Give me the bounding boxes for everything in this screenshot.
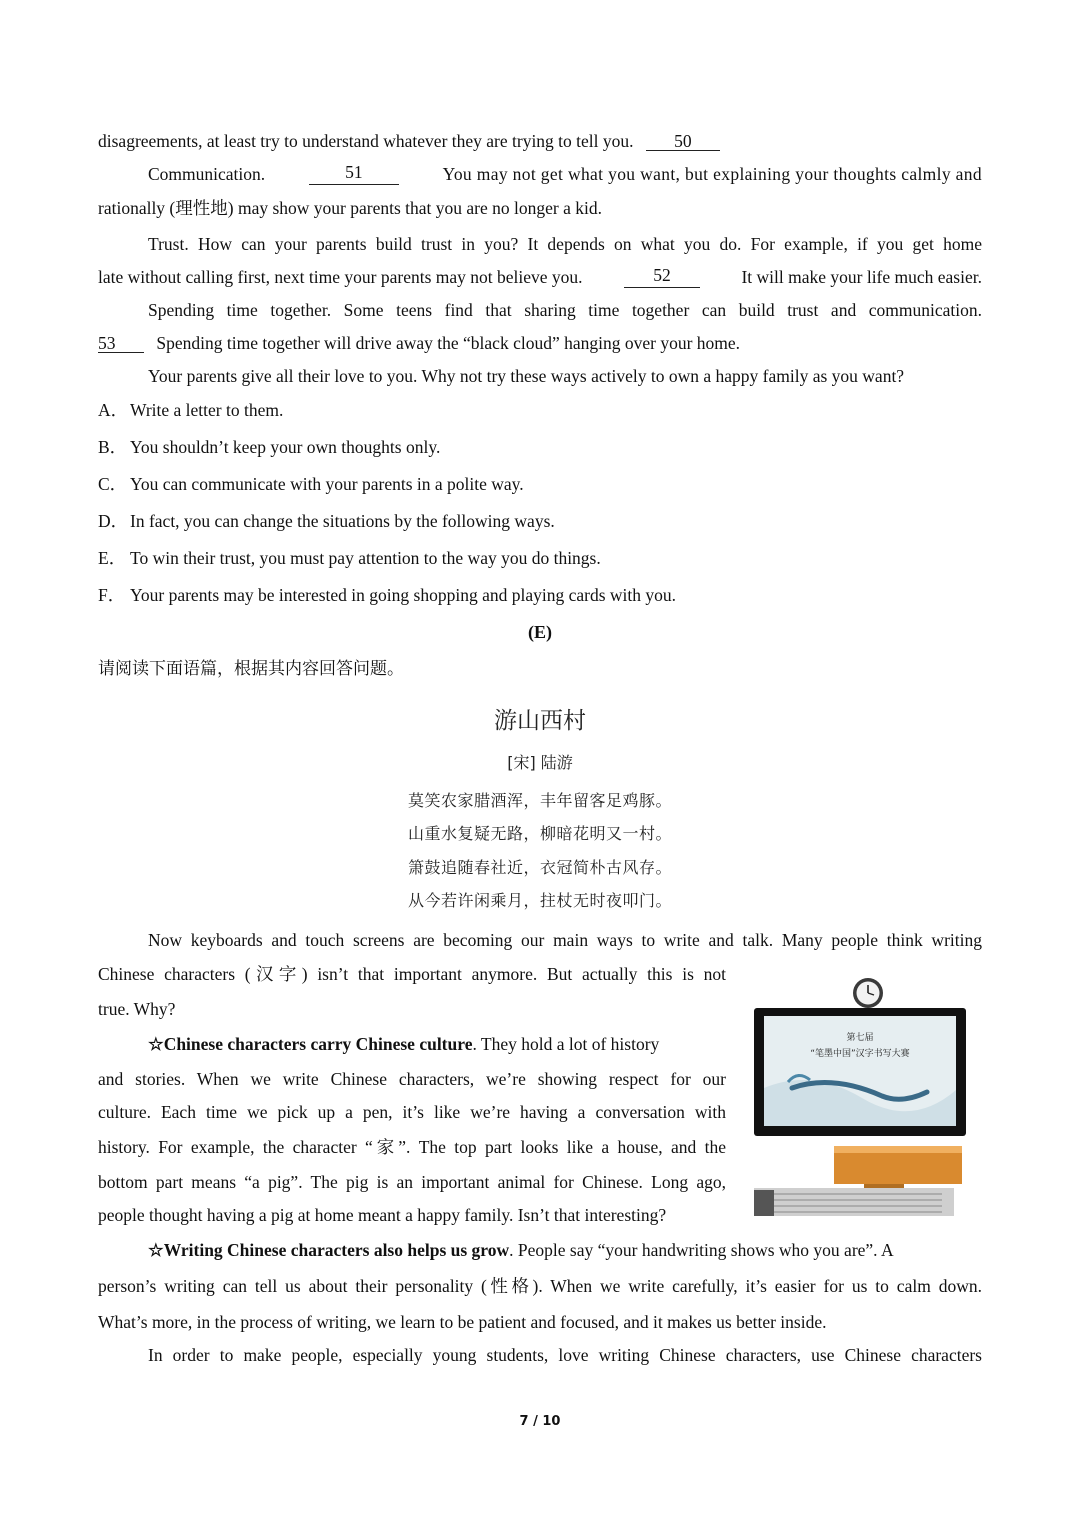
article-line: person’s writing can tell us about their personality (性格). When we write carefully, it’s easier for us to calm down. — [98, 1276, 982, 1296]
article-subheading: ☆Chinese characters carry Chinese culture — [148, 1034, 473, 1054]
poem-line: 从今若许闲乘月，拄杖无时夜叩门。 — [407, 891, 672, 910]
option-letter: C． — [98, 474, 128, 494]
article-line: In order to make people, especially young students, love writing Chinese characters, use Chinese characters — [148, 1345, 982, 1365]
option-a[interactable] — [98, 399, 283, 421]
article-line: true. Why? — [98, 999, 176, 1019]
article-line: culture. Each time we pick up a pen, it’s like we’re having a conversation with — [98, 1102, 726, 1122]
option-letter: F． — [98, 585, 126, 605]
poem-title: 游山西村 — [494, 708, 586, 734]
classroom-photo — [752, 978, 968, 1216]
poem-line: 莫笑农家腊酒浑，丰年留客足鸡豚。 — [407, 791, 672, 810]
option-letter: E． — [98, 548, 127, 568]
answer-blank-50[interactable]: 50 — [646, 132, 720, 151]
paragraph-line: rationally (理性地) may show your parents that you are no longer a kid. — [98, 198, 602, 218]
article-text: . People say “your handwriting shows who you are”. A — [509, 1240, 894, 1260]
section-heading: (E) — [528, 622, 552, 642]
poem-author: [宋] 陆游 — [507, 753, 573, 772]
article-line: people thought having a pig at home meant a happy family. Isn’t that interesting? — [98, 1205, 667, 1225]
paragraph-line: Spending time together. Some teens find that sharing time together can build trust and communication. — [148, 300, 982, 320]
option-text: Your parents may be interested in going shopping and playing cards with you. — [130, 585, 676, 605]
paragraph-text: It will make your life much easier. — [741, 267, 982, 287]
answer-blank-52[interactable]: 52 — [624, 266, 700, 288]
paragraph-line — [148, 163, 982, 185]
option-f[interactable] — [98, 584, 676, 606]
article-text: . They hold a lot of history — [472, 1034, 660, 1054]
clock-icon — [853, 978, 883, 1008]
paragraph-text: You may not get what you want, but explaining your thoughts calmly and — [442, 164, 982, 184]
section-instruction: 请阅读下面语篇，根据其内容回答问题。 — [98, 659, 404, 679]
paragraph-line — [98, 266, 982, 288]
article-line: What’s more, in the process of writing, we learn to be patient and focused, and it makes us better inside. — [98, 1312, 827, 1332]
option-text: You can communicate with your parents in a polite way. — [130, 474, 524, 494]
paragraph-text: disagreements, at least try to understand whatever they are trying to tell you. — [98, 131, 634, 151]
article-line: history. For example, the character “家”. The top part looks like a house, and the — [98, 1137, 726, 1157]
article-line: bottom part means “a pig”. The pig is an important animal for Chinese. Long ago, — [98, 1172, 726, 1192]
paragraph-line: Your parents give all their love to you. Why not try these ways actively to own a happy family as you want? — [148, 366, 905, 386]
option-text: To win their trust, you must pay attention to the way you do things. — [130, 548, 601, 568]
answer-blank-53[interactable]: 53 — [98, 334, 144, 353]
article-line — [148, 1239, 982, 1261]
article-line — [148, 1033, 726, 1055]
option-letter: D． — [98, 511, 129, 531]
paragraph-line — [98, 332, 982, 354]
option-d[interactable] — [98, 510, 555, 532]
paragraph-text: Spending time together will drive away the “black cloud” hanging over your home. — [156, 333, 741, 353]
option-e[interactable] — [98, 547, 601, 569]
paragraph-heading: Communication. — [148, 164, 266, 184]
option-text: In fact, you can change the situations by the following ways. — [130, 511, 555, 531]
article-line: Now keyboards and touch screens are becoming our main ways to write and talk. Many people think writing — [148, 930, 982, 950]
answer-blank-51[interactable]: 51 — [309, 163, 399, 185]
paragraph-text: late without calling first, next time your parents may not believe you. — [98, 267, 583, 287]
option-text: You shouldn’t keep your own thoughts only. — [130, 437, 441, 457]
option-text: Write a letter to them. — [130, 400, 284, 420]
article-line: and stories. When we write Chinese characters, we’re showing respect for our — [98, 1069, 726, 1089]
poem-line: 箫鼓追随春社近，衣冠简朴古风存。 — [407, 858, 672, 877]
screen-text: 第七届 — [846, 1033, 874, 1043]
option-letter: A． — [98, 400, 129, 420]
page-number: 7 / 10 — [519, 1414, 561, 1429]
option-c[interactable] — [98, 473, 524, 495]
paragraph-line: Trust. How can your parents build trust in you? It depends on what you do. For example, if you get home — [148, 234, 982, 254]
option-b[interactable] — [98, 436, 440, 458]
screen-text: “笔墨中国”汉字书写大赛 — [810, 1049, 910, 1059]
paragraph-line — [98, 130, 982, 152]
option-letter: B． — [98, 437, 128, 457]
article-line: Chinese characters (汉字) isn’t that important anymore. But actually this is not — [98, 964, 726, 984]
article-subheading: ☆Writing Chinese characters also helps us grow — [148, 1240, 510, 1260]
poem-line: 山重水复疑无路，柳暗花明又一村。 — [407, 824, 672, 843]
